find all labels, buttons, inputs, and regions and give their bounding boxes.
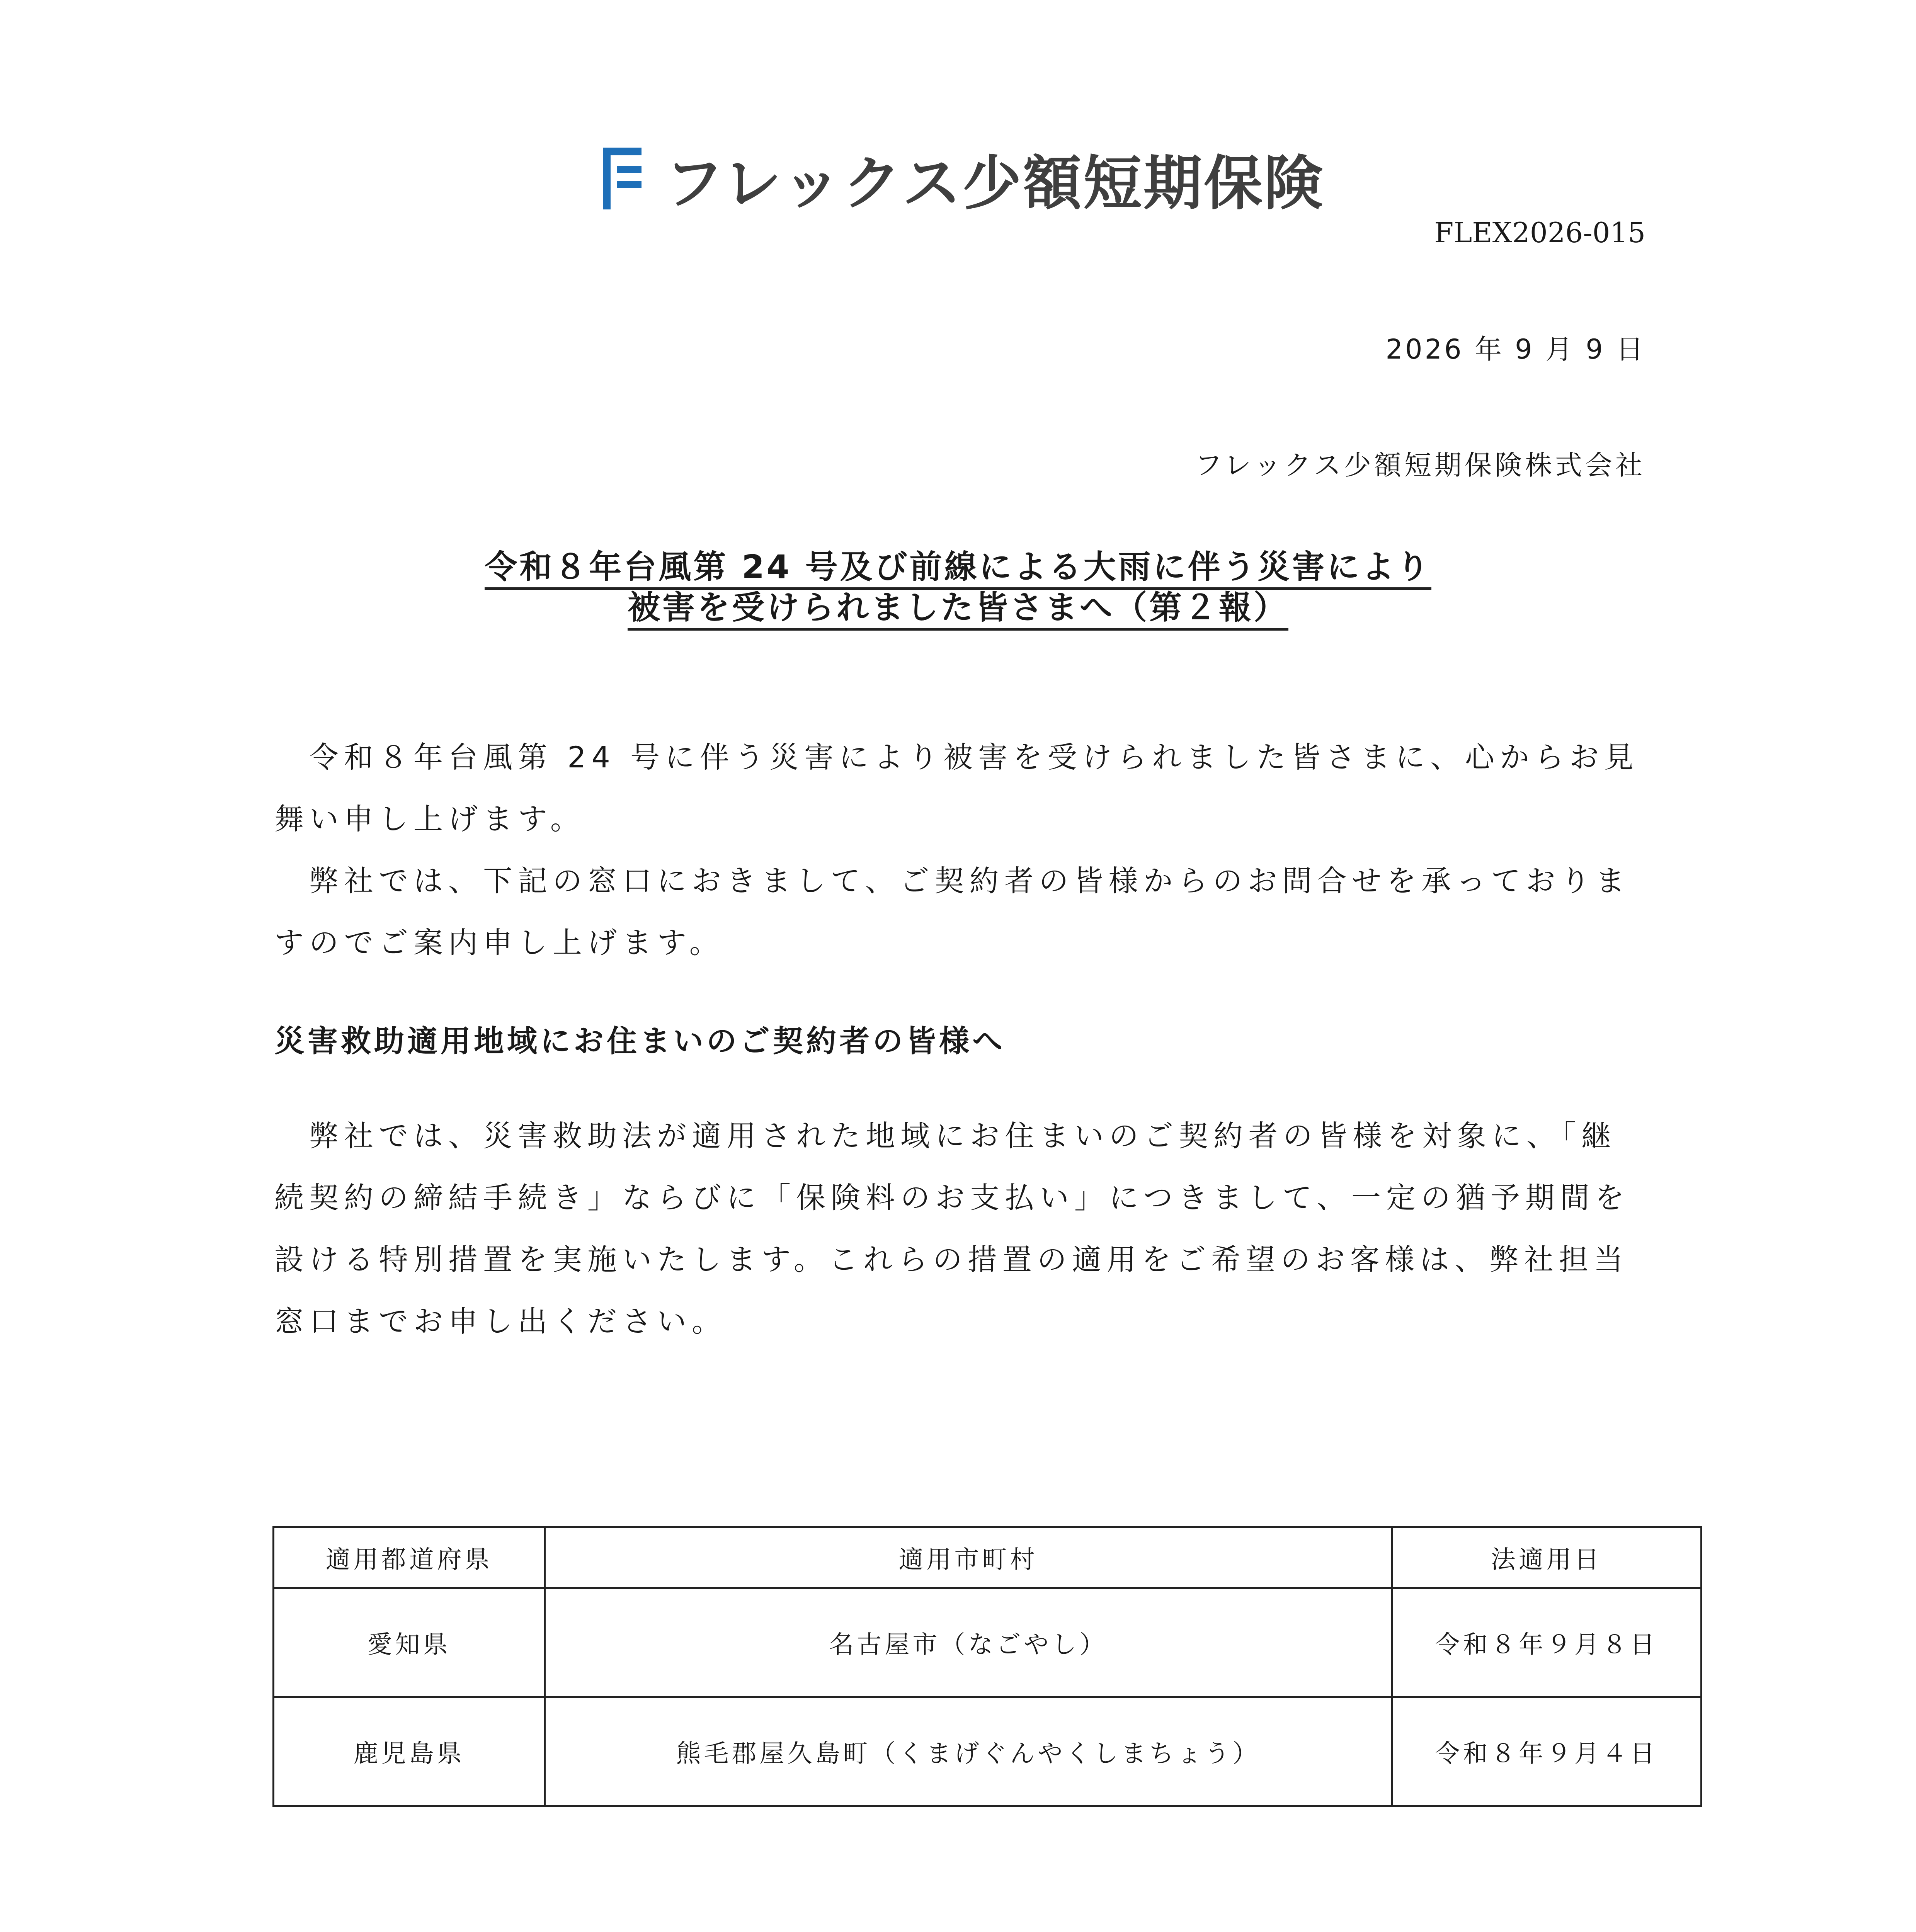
issuer-company: フレックス少額短期保険株式会社 [1195, 449, 1645, 481]
header-prefecture: 適用都道府県 [274, 1527, 545, 1588]
cell-applied-date: 令和８年９月８日 [1392, 1588, 1701, 1697]
table-row [274, 1697, 1702, 1806]
cell-prefecture: 鹿児島県 [274, 1697, 545, 1806]
intro-line: 舞い申し上げます。 [274, 802, 585, 836]
intro-line: すのでご案内申し上げます。 [274, 925, 724, 960]
section-line: 窓口までお申し出ください。 [274, 1304, 727, 1338]
logo-text: フレックス少額短期保険 [665, 149, 1324, 218]
company-logo [603, 144, 1324, 218]
header-municipality: 適用市町村 [545, 1527, 1392, 1588]
table-header-row [274, 1527, 1702, 1588]
intro-line: 令和８年台風第 24 号に伴う災害により被害を受けられました皆さまに、心からお見 [274, 740, 1639, 774]
header-applied-date: 法適用日 [1392, 1527, 1701, 1588]
intro-paragraph [274, 726, 1642, 974]
cell-applied-date: 令和８年９月４日 [1392, 1697, 1701, 1806]
section-heading: 災害救助適用地域にお住まいのご契約者の皆様へ [274, 1024, 1006, 1059]
intro-line: 弊社では、下記の窓口におきまして、ご契約者の皆様からのお問合せを承っておりま [274, 864, 1630, 898]
section-paragraph [274, 1105, 1642, 1352]
section-line: 弊社では、災害救助法が適用された地域にお住まいのご契約者の皆様を対象に、「継 [274, 1119, 1616, 1153]
issue-date: 2026 年 9 月 9 日 [1385, 333, 1645, 365]
cell-prefecture: 愛知県 [274, 1588, 545, 1697]
cell-municipality: 名古屋市（なごやし） [545, 1588, 1392, 1697]
cell-municipality: 熊毛郡屋久島町（くまげぐんやくしまちょう） [545, 1697, 1392, 1806]
document-title-line2: 被害を受けられました皆さまへ（第２報） [0, 582, 1916, 628]
disaster-areas-table [272, 1526, 1702, 1807]
section-line: 続契約の締結手続き」ならびに「保険料のお支払い」につきまして、一定の猶予期間を [274, 1180, 1630, 1215]
flex-logo-mark-icon [603, 148, 645, 209]
section-line: 設ける特別措置を実施いたします。これらの措置の適用をご希望のお客様は、弊社担当 [274, 1242, 1628, 1277]
document-title-line1: 令和８年台風第 24 号及び前線による大雨に伴う災害により [0, 541, 1916, 588]
table-row [274, 1588, 1702, 1697]
document-number: FLEX2026-015 [1434, 216, 1645, 249]
